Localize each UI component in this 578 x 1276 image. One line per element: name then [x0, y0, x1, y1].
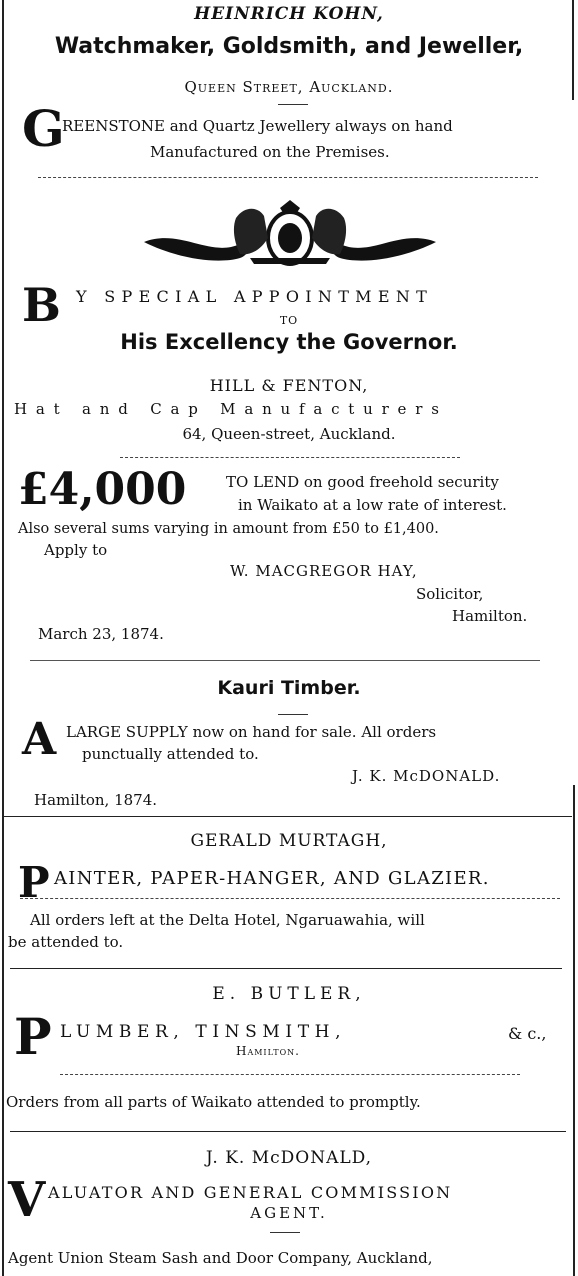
ad3-title: Solicitor, [416, 585, 484, 603]
ad4-line2: punctually attended to. [82, 745, 259, 763]
ad4-heading: Kauri Timber. [217, 677, 361, 699]
ad5-trade: AINTER, PAPER-HANGER, AND GLAZIER. [54, 868, 490, 889]
ad6-dropcap: P [14, 1007, 52, 1066]
ad6-mid-rule [60, 1074, 520, 1075]
ad6-bottom-rule [10, 1131, 566, 1132]
ad3-place: Hamilton. [452, 607, 528, 625]
ad5-mid-rule [20, 898, 560, 899]
ad7-name: J. K. McDONALD, [205, 1148, 373, 1168]
ad6-place: Hamilton. [236, 1044, 300, 1058]
ad3-apply: Apply to [44, 541, 108, 559]
ad6-trade: LUMBER, TINSMITH, [60, 1022, 347, 1042]
ad4-bottom-rule [4, 816, 572, 817]
ad2-to: TO [279, 314, 299, 327]
ad5-dropcap: P [18, 858, 50, 907]
ad7-dropcap: V [8, 1172, 46, 1228]
ad4-line1: LARGE SUPPLY now on hand for sale. All orders [66, 723, 437, 741]
ad5-line2: be attended to. [8, 933, 124, 951]
column-right-rule-top [572, 0, 574, 100]
ad3-bottom-rule [30, 660, 540, 661]
ad2-firm: HILL & FENTON, [209, 376, 369, 395]
ad2-dropcap: B [22, 278, 61, 332]
ad3-date: March 23, 1874. [38, 625, 164, 643]
ad5-bottom-rule [10, 968, 562, 969]
ad3-name: W. MACGREGOR HAY, [230, 562, 418, 580]
ad7-divider [270, 1232, 300, 1233]
ad4-dropcap: A [22, 714, 57, 765]
ad1-address: Queen Street, Auckland. [184, 78, 394, 96]
ad7-line1: Agent Union Steam Sash and Door Company, Auckland, [8, 1249, 433, 1267]
ad6-etc: & c., [508, 1024, 547, 1043]
ad5-name: GERALD MURTAGH, [190, 831, 388, 851]
ad1-line1: REENSTONE and Quartz Jewellery always on hand [62, 117, 453, 135]
ad4-place: Hamilton, 1874. [34, 791, 158, 809]
ad2-trade: Hat and Cap Manufacturers [14, 400, 448, 418]
ad1-divider [278, 104, 308, 105]
ad2-excellency: His Excellency the Governor. [120, 330, 458, 354]
ad4-divider [278, 714, 308, 715]
ad2-bottom-rule [120, 457, 460, 458]
ad3-amount: £4,000 [18, 464, 187, 515]
ad5-line1: All orders left at the Delta Hotel, Ngaruawahia, will [30, 911, 425, 929]
ad7-trade1: ALUATOR AND GENERAL COMMISSION [48, 1183, 453, 1202]
ad2-line1: Y SPECIAL APPOINTMENT [76, 287, 434, 306]
ad3-line1: TO LEND on good freehold security [226, 473, 499, 491]
ad3-line2: in Waikato at a low rate of interest. [238, 496, 507, 514]
column-left-rule [2, 0, 4, 1276]
ad2-address: 64, Queen-street, Auckland. [182, 425, 396, 443]
ad3-line3: Also several sums varying in amount from £50 to £1,400. [18, 521, 439, 537]
ad4-name: J. K. McDONALD. [352, 767, 501, 785]
ad1-name: HEINRICH KOHN, [194, 4, 384, 24]
ad6-name: E. BUTLER, [212, 984, 366, 1004]
royal-coat-of-arms-icon [140, 198, 440, 276]
column-right-rule-bottom [573, 785, 575, 1276]
ad1-dropcap: G [22, 99, 65, 158]
ad1-bottom-rule [38, 177, 538, 178]
ad7-trade2: AGENT. [250, 1204, 328, 1222]
ad1-line2: Manufactured on the Premises. [150, 143, 390, 161]
ad1-trade: Watchmaker, Goldsmith, and Jeweller, [54, 34, 524, 59]
ad6-line1: Orders from all parts of Waikato attended to promptly. [6, 1093, 421, 1111]
